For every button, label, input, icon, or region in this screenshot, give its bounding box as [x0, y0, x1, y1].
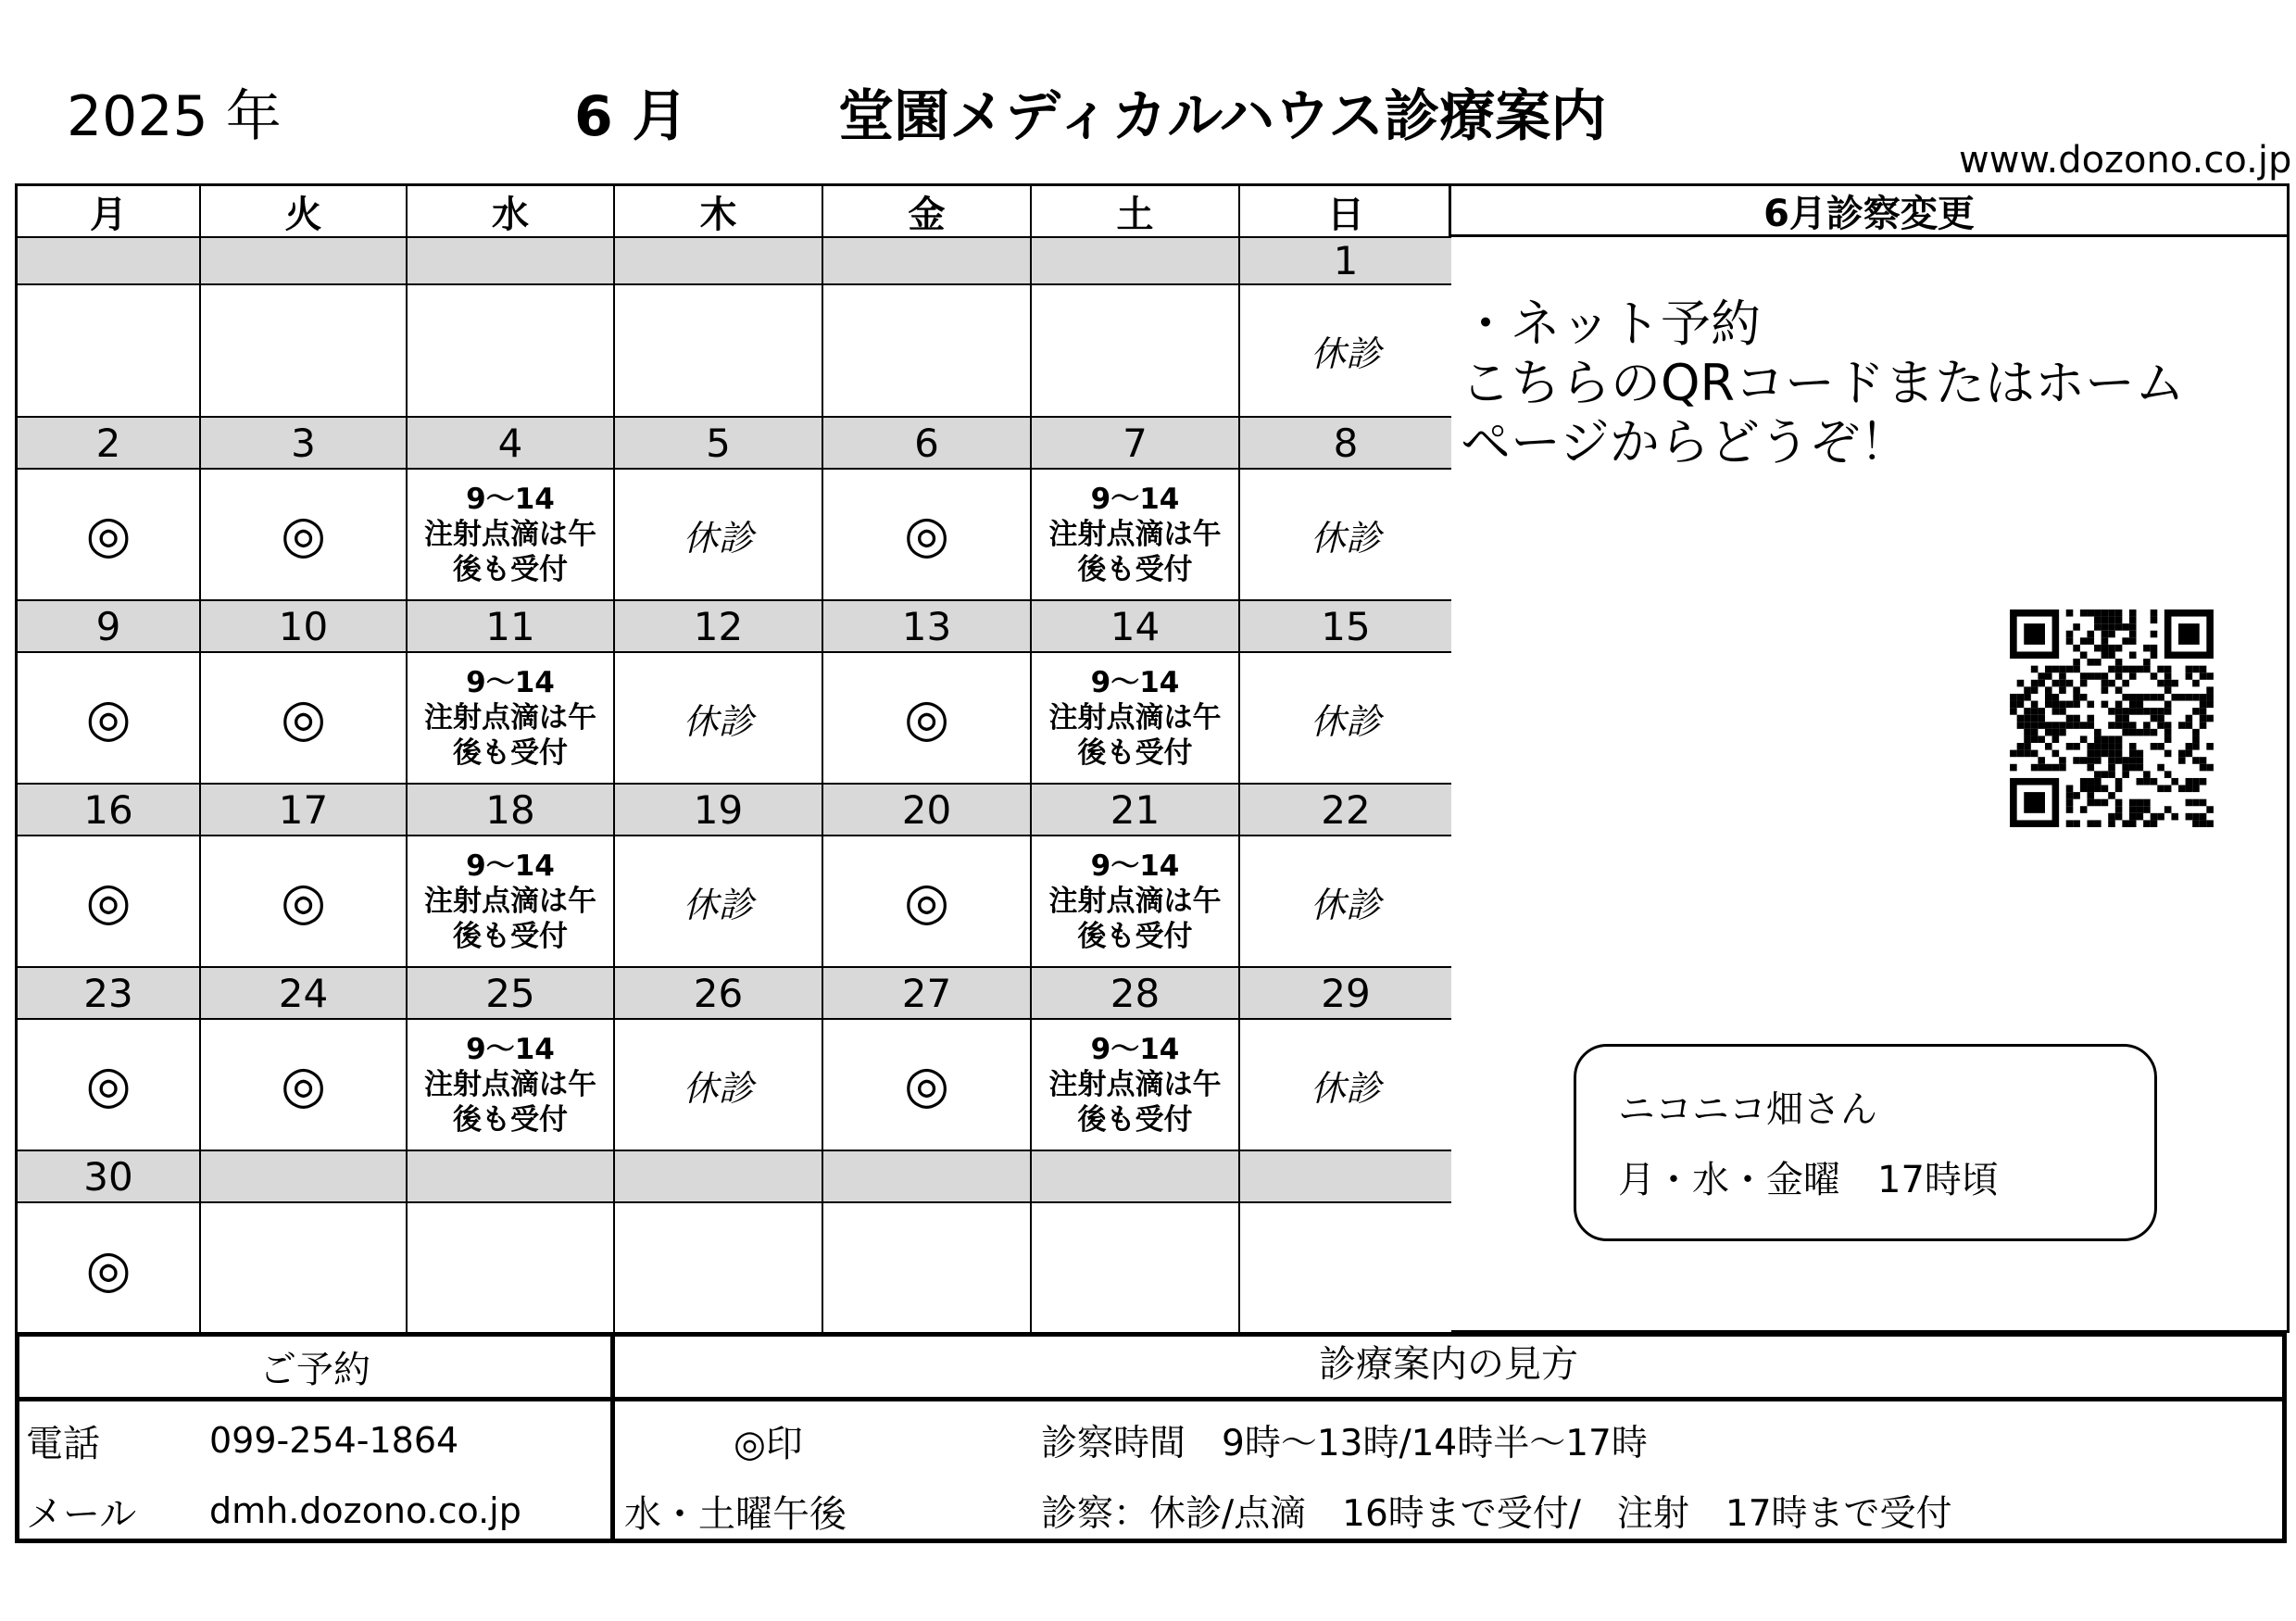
date-number: 24 [201, 968, 408, 1020]
date-number: 28 [1032, 968, 1240, 1020]
day-cell[interactable] [615, 1020, 823, 1151]
day-cell[interactable] [823, 1203, 1032, 1336]
guide-heading: 診療案内の見方 [1319, 1343, 1578, 1386]
hours-note [1049, 1032, 1222, 1137]
hours-note [424, 848, 596, 954]
hours-note-line: 9～14 [1090, 1033, 1180, 1066]
day-cell[interactable] [615, 1203, 823, 1336]
hours-note-line: 9～14 [1090, 483, 1180, 516]
hours-note-line: 後も受付 [1077, 1103, 1193, 1137]
date-number [408, 238, 615, 285]
day-cell[interactable] [408, 1020, 615, 1151]
website-url[interactable]: www.dozono.co.jp [1959, 139, 2292, 182]
day-name-header: 月 [18, 186, 201, 238]
hours-note [1049, 482, 1222, 587]
hours-note-line: 9～14 [1090, 666, 1180, 699]
date-number [823, 238, 1032, 285]
day-cell[interactable] [615, 285, 823, 418]
date-number: 19 [615, 785, 823, 836]
day-cell[interactable] [1032, 653, 1240, 785]
hours-note-line: 後も受付 [453, 553, 568, 586]
date-number [615, 1151, 823, 1203]
day-cell[interactable] [1240, 1020, 1451, 1151]
open-symbol: ◎ [281, 1054, 326, 1115]
hours-note-line: 後も受付 [1077, 553, 1193, 586]
date-number: 7 [1032, 418, 1240, 470]
consultation-hours: 診察時間 9時～13時/14時半～17時 [1041, 1423, 1648, 1464]
hours-note-line: 9～14 [466, 483, 555, 516]
reservation-header-cell [15, 1332, 615, 1401]
date-number: 29 [1240, 968, 1451, 1020]
mail-address[interactable]: dmh.dozono.co.jp [209, 1490, 521, 1531]
day-cell[interactable] [18, 836, 201, 968]
header-month: 6 月 [574, 84, 688, 149]
day-cell[interactable] [1240, 470, 1451, 601]
day-cell[interactable] [201, 1203, 408, 1336]
hours-note-line: 9～14 [1090, 849, 1180, 883]
hours-note-line: 注射点滴は午 [424, 1068, 596, 1101]
open-symbol: ◎ [904, 687, 949, 748]
date-number [18, 238, 201, 285]
date-number: 25 [408, 968, 615, 1020]
date-number: 12 [615, 601, 823, 653]
hours-note [424, 665, 596, 771]
phone-label: 電話 [26, 1422, 100, 1465]
day-cell[interactable] [1032, 285, 1240, 418]
hours-note [424, 1032, 596, 1137]
date-number: 8 [1240, 418, 1451, 470]
day-name-header: 火 [201, 186, 408, 238]
date-number: 6 [823, 418, 1032, 470]
date-number: 20 [823, 785, 1032, 836]
closed-label: 休診 [1310, 333, 1381, 374]
day-cell[interactable] [823, 836, 1032, 968]
phone-number[interactable]: 099-254-1864 [209, 1420, 459, 1461]
date-number: 30 [18, 1151, 201, 1203]
day-cell[interactable] [1032, 1203, 1240, 1336]
day-cell[interactable] [615, 653, 823, 785]
open-symbol: ◎ [904, 1054, 949, 1115]
reservation-note-line: ページからどうぞ！ [1461, 413, 1910, 471]
header-year: 2025 年 [67, 84, 282, 149]
afternoon-key: 水・土曜午後 [624, 1492, 847, 1536]
day-cell[interactable] [201, 470, 408, 601]
date-number: 1 [1240, 238, 1451, 285]
day-cell[interactable] [1240, 1203, 1451, 1336]
afternoon-rules: 診察：休診/点滴 16時まで受付/ 注射 17時まで受付 [1041, 1493, 1952, 1535]
day-cell[interactable] [18, 285, 201, 418]
hours-note-line: 後も受付 [453, 736, 568, 770]
day-cell[interactable] [408, 653, 615, 785]
closed-label: 休診 [683, 517, 754, 559]
day-cell[interactable] [1032, 1020, 1240, 1151]
reservation-note [1461, 295, 2185, 472]
day-cell[interactable] [615, 470, 823, 601]
reservation-note-line: ・ネット予約 [1461, 295, 1761, 353]
closed-label: 休診 [1310, 700, 1381, 742]
day-cell[interactable] [823, 285, 1032, 418]
hours-note-line: 後も受付 [453, 920, 568, 953]
date-number: 13 [823, 601, 1032, 653]
day-cell[interactable] [615, 836, 823, 968]
date-number: 2 [18, 418, 201, 470]
open-symbol: ◎ [85, 687, 132, 748]
date-number: 15 [1240, 601, 1451, 653]
date-number: 27 [823, 968, 1032, 1020]
hours-note-line: 後も受付 [453, 1103, 568, 1137]
notice-schedule: 月・水・金曜 17時頃 [1618, 1159, 1999, 1201]
day-cell[interactable] [201, 285, 408, 418]
day-cell[interactable] [408, 836, 615, 968]
changes-heading: 6月診察変更 [1451, 183, 2290, 237]
day-cell[interactable] [823, 1020, 1032, 1151]
open-symbol: ◎ [85, 504, 132, 565]
day-name-header: 金 [823, 186, 1032, 238]
day-cell[interactable] [1240, 653, 1451, 785]
date-number [201, 1151, 408, 1203]
hours-note-line: 9～14 [466, 666, 555, 699]
open-symbol: ◎ [85, 871, 132, 932]
closed-label: 休診 [1310, 517, 1381, 559]
day-cell[interactable] [201, 1020, 408, 1151]
open-symbol: ◎ [904, 871, 949, 932]
date-number: 14 [1032, 601, 1240, 653]
date-number: 26 [615, 968, 823, 1020]
day-cell[interactable] [1240, 836, 1451, 968]
hours-note-line: 後も受付 [1077, 736, 1193, 770]
day-cell[interactable] [408, 1203, 615, 1336]
date-number: 16 [18, 785, 201, 836]
day-cell[interactable] [1032, 470, 1240, 601]
hours-note-line: 注射点滴は午 [424, 518, 596, 551]
date-number: 22 [1240, 785, 1451, 836]
day-cell[interactable] [1240, 285, 1451, 418]
guide-header-cell [610, 1332, 2287, 1401]
date-number: 10 [201, 601, 408, 653]
date-number: 4 [408, 418, 615, 470]
open-symbol: ◎ [85, 1054, 132, 1115]
date-number: 17 [201, 785, 408, 836]
day-cell[interactable] [18, 470, 201, 601]
day-cell[interactable] [408, 470, 615, 601]
hours-note-line: 注射点滴は午 [1048, 518, 1222, 551]
day-cell[interactable] [18, 1020, 201, 1151]
day-cell[interactable] [18, 1203, 201, 1336]
day-cell[interactable] [823, 653, 1032, 785]
notice-bubble [1574, 1044, 2157, 1241]
mail-label: メール [26, 1492, 137, 1536]
closed-label: 休診 [683, 1067, 754, 1109]
date-number: 21 [1032, 785, 1240, 836]
notice-title: ニコニコ畑さん [1618, 1088, 1877, 1131]
closed-label: 休診 [683, 884, 754, 925]
date-number [408, 1151, 615, 1203]
date-number [823, 1151, 1032, 1203]
day-cell[interactable] [201, 653, 408, 785]
calendar-grid [15, 183, 1451, 1333]
closed-label: 休診 [683, 700, 754, 742]
open-symbol: ◎ [281, 504, 326, 565]
hours-note [424, 482, 596, 587]
reservation-heading: ご予約 [259, 1349, 370, 1391]
hours-note-line: 注射点滴は午 [1048, 701, 1222, 735]
closed-label: 休診 [1310, 884, 1381, 925]
open-symbol: ◎ [904, 504, 949, 565]
day-name-header: 土 [1032, 186, 1240, 238]
date-number [1240, 1151, 1451, 1203]
day-cell[interactable] [408, 285, 615, 418]
hours-note-line: 9～14 [466, 849, 555, 883]
day-cell[interactable] [18, 653, 201, 785]
date-number [201, 238, 408, 285]
date-number: 9 [18, 601, 201, 653]
day-cell[interactable] [1032, 836, 1240, 968]
reservation-note-line: こちらのQRコードまたはホーム [1461, 354, 2186, 412]
qr-code-icon[interactable] [2010, 609, 2214, 827]
hours-note [1049, 848, 1222, 954]
date-number: 18 [408, 785, 615, 836]
day-cell[interactable] [823, 470, 1032, 601]
date-number: 5 [615, 418, 823, 470]
hours-note-line: 注射点滴は午 [424, 701, 596, 735]
day-cell[interactable] [201, 836, 408, 968]
hours-note-line: 注射点滴は午 [1048, 885, 1222, 918]
date-number: 3 [201, 418, 408, 470]
hours-note-line: 9～14 [466, 1033, 555, 1066]
date-number: 23 [18, 968, 201, 1020]
symbol-key: ◎印 [734, 1422, 803, 1465]
hours-note-line: 注射点滴は午 [424, 885, 596, 918]
date-number: 11 [408, 601, 615, 653]
hours-note-line: 後も受付 [1077, 920, 1193, 953]
page-title: 堂園メディカルハウス診療案内 [838, 84, 1607, 149]
hours-note [1049, 665, 1222, 771]
closed-label: 休診 [1310, 1067, 1381, 1109]
date-number [1032, 238, 1240, 285]
date-number [1032, 1151, 1240, 1203]
day-name-header: 木 [615, 186, 823, 238]
open-symbol: ◎ [281, 871, 326, 932]
day-name-header: 日 [1240, 186, 1451, 238]
open-symbol: ◎ [281, 687, 326, 748]
open-symbol: ◎ [85, 1239, 132, 1300]
date-number [615, 238, 823, 285]
hours-note-line: 注射点滴は午 [1048, 1068, 1222, 1101]
day-name-header: 水 [408, 186, 615, 238]
